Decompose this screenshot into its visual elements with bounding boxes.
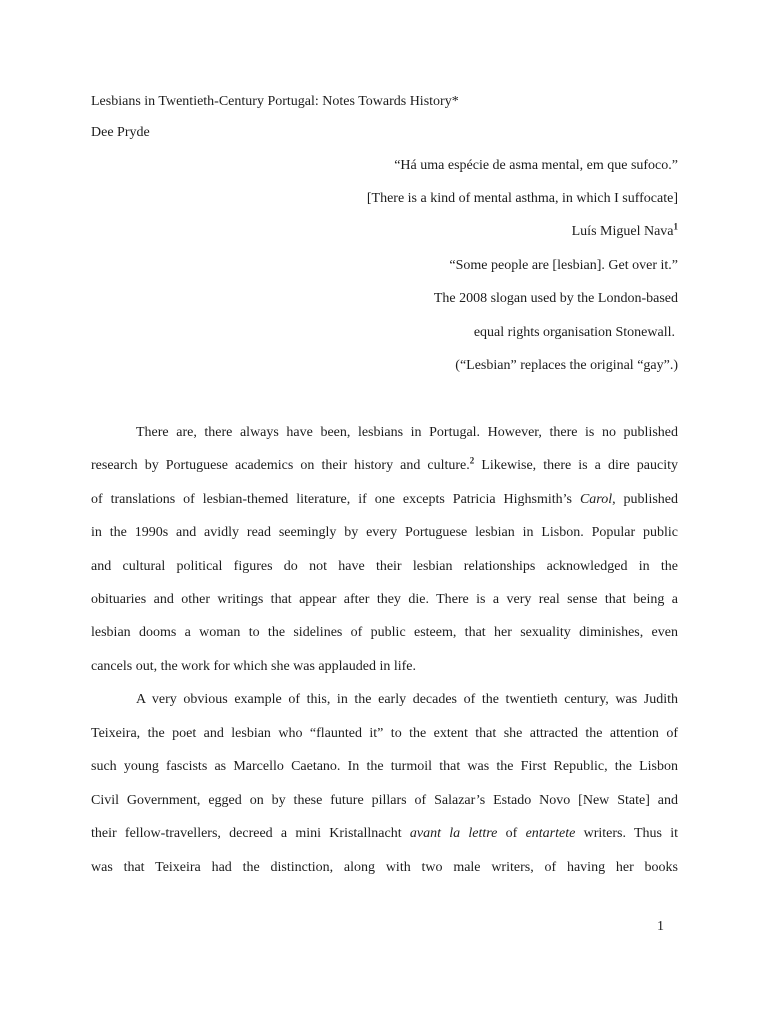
author-name: Dee Pryde — [91, 125, 150, 140]
paragraph-line: Civil Government, egged on by these future pillars of Salazar’s Estado Novo [New State] and — [91, 793, 678, 808]
epigraph-translation: [There is a kind of mental asthma, in which I suffocate] — [366, 191, 678, 206]
paragraph-line: and cultural political figures do not have their lesbian relationships acknowledged in the — [91, 559, 678, 574]
paragraph-line: Teixeira, the poet and lesbian who “flaunted it” to the extent that she attracted the attention of — [91, 726, 678, 741]
paragraph-line: research by Portuguese academics on their history and culture.$^2$ Likewise, there is a dire paucity — [91, 455, 678, 473]
paragraph-line: their fellow-travellers, decreed a mini Kristallnacht avant la lettre of entartete writers. Thus it — [91, 826, 678, 841]
italic-phrase: avant la lettre — [409, 826, 498, 841]
slogan-source-line: equal rights organisation Stonewall. — [473, 325, 675, 340]
book-title: Carol — [579, 492, 613, 507]
paragraph-line: A very obvious example of this, in the early decades of the twentieth century, was Judith — [136, 692, 678, 707]
paragraph-line: There are, there always have been, lesbians in Portugal. However, there is no published — [136, 425, 678, 440]
paragraph-line: cancels out, the work for which she was applauded in life. — [91, 659, 417, 674]
paragraph-line: of translations of lesbian-themed literature, if one excepts Patricia Highsmith’s Carol, published — [91, 492, 678, 507]
paragraph-line: obituaries and other writings that appear after they die. There is a very real sense that being a — [91, 592, 678, 607]
footnote-marker: 2 — [469, 455, 475, 466]
paragraph-line: was that Teixeira had the distinction, along with two male writers, of having her books — [91, 860, 678, 875]
document-title: Lesbians in Twentieth-Century Portugal: Notes Towards History* — [91, 94, 459, 109]
epigraph-quote: “Há uma espécie de asma mental, em que sufoco.” — [394, 158, 678, 173]
paragraph-line: in the 1990s and avidly read seemingly by every Portuguese lesbian in Lisbon. Popular public — [91, 525, 678, 540]
paragraph-line: such young fascists as Marcello Caetano. In the turmoil that was the First Republic, the Lisbon — [91, 759, 678, 774]
paragraph-line: lesbian dooms a woman to the sidelines of public esteem, that her sexuality diminishes, even — [91, 625, 678, 640]
italic-phrase: entartete — [525, 826, 576, 841]
slogan-source-line: The 2008 slogan used by the London-based — [433, 291, 678, 306]
slogan-note: (“Lesbian” replaces the original “gay”.) — [455, 358, 678, 373]
footnote-marker: 1 — [673, 221, 678, 232]
attribution-name: Luís Miguel Nava — [571, 224, 674, 239]
page-number: 1 — [657, 919, 664, 934]
slogan-quote: “Some people are [lesbian]. Get over it.” — [449, 258, 678, 273]
epigraph-attribution — [572, 223, 678, 241]
